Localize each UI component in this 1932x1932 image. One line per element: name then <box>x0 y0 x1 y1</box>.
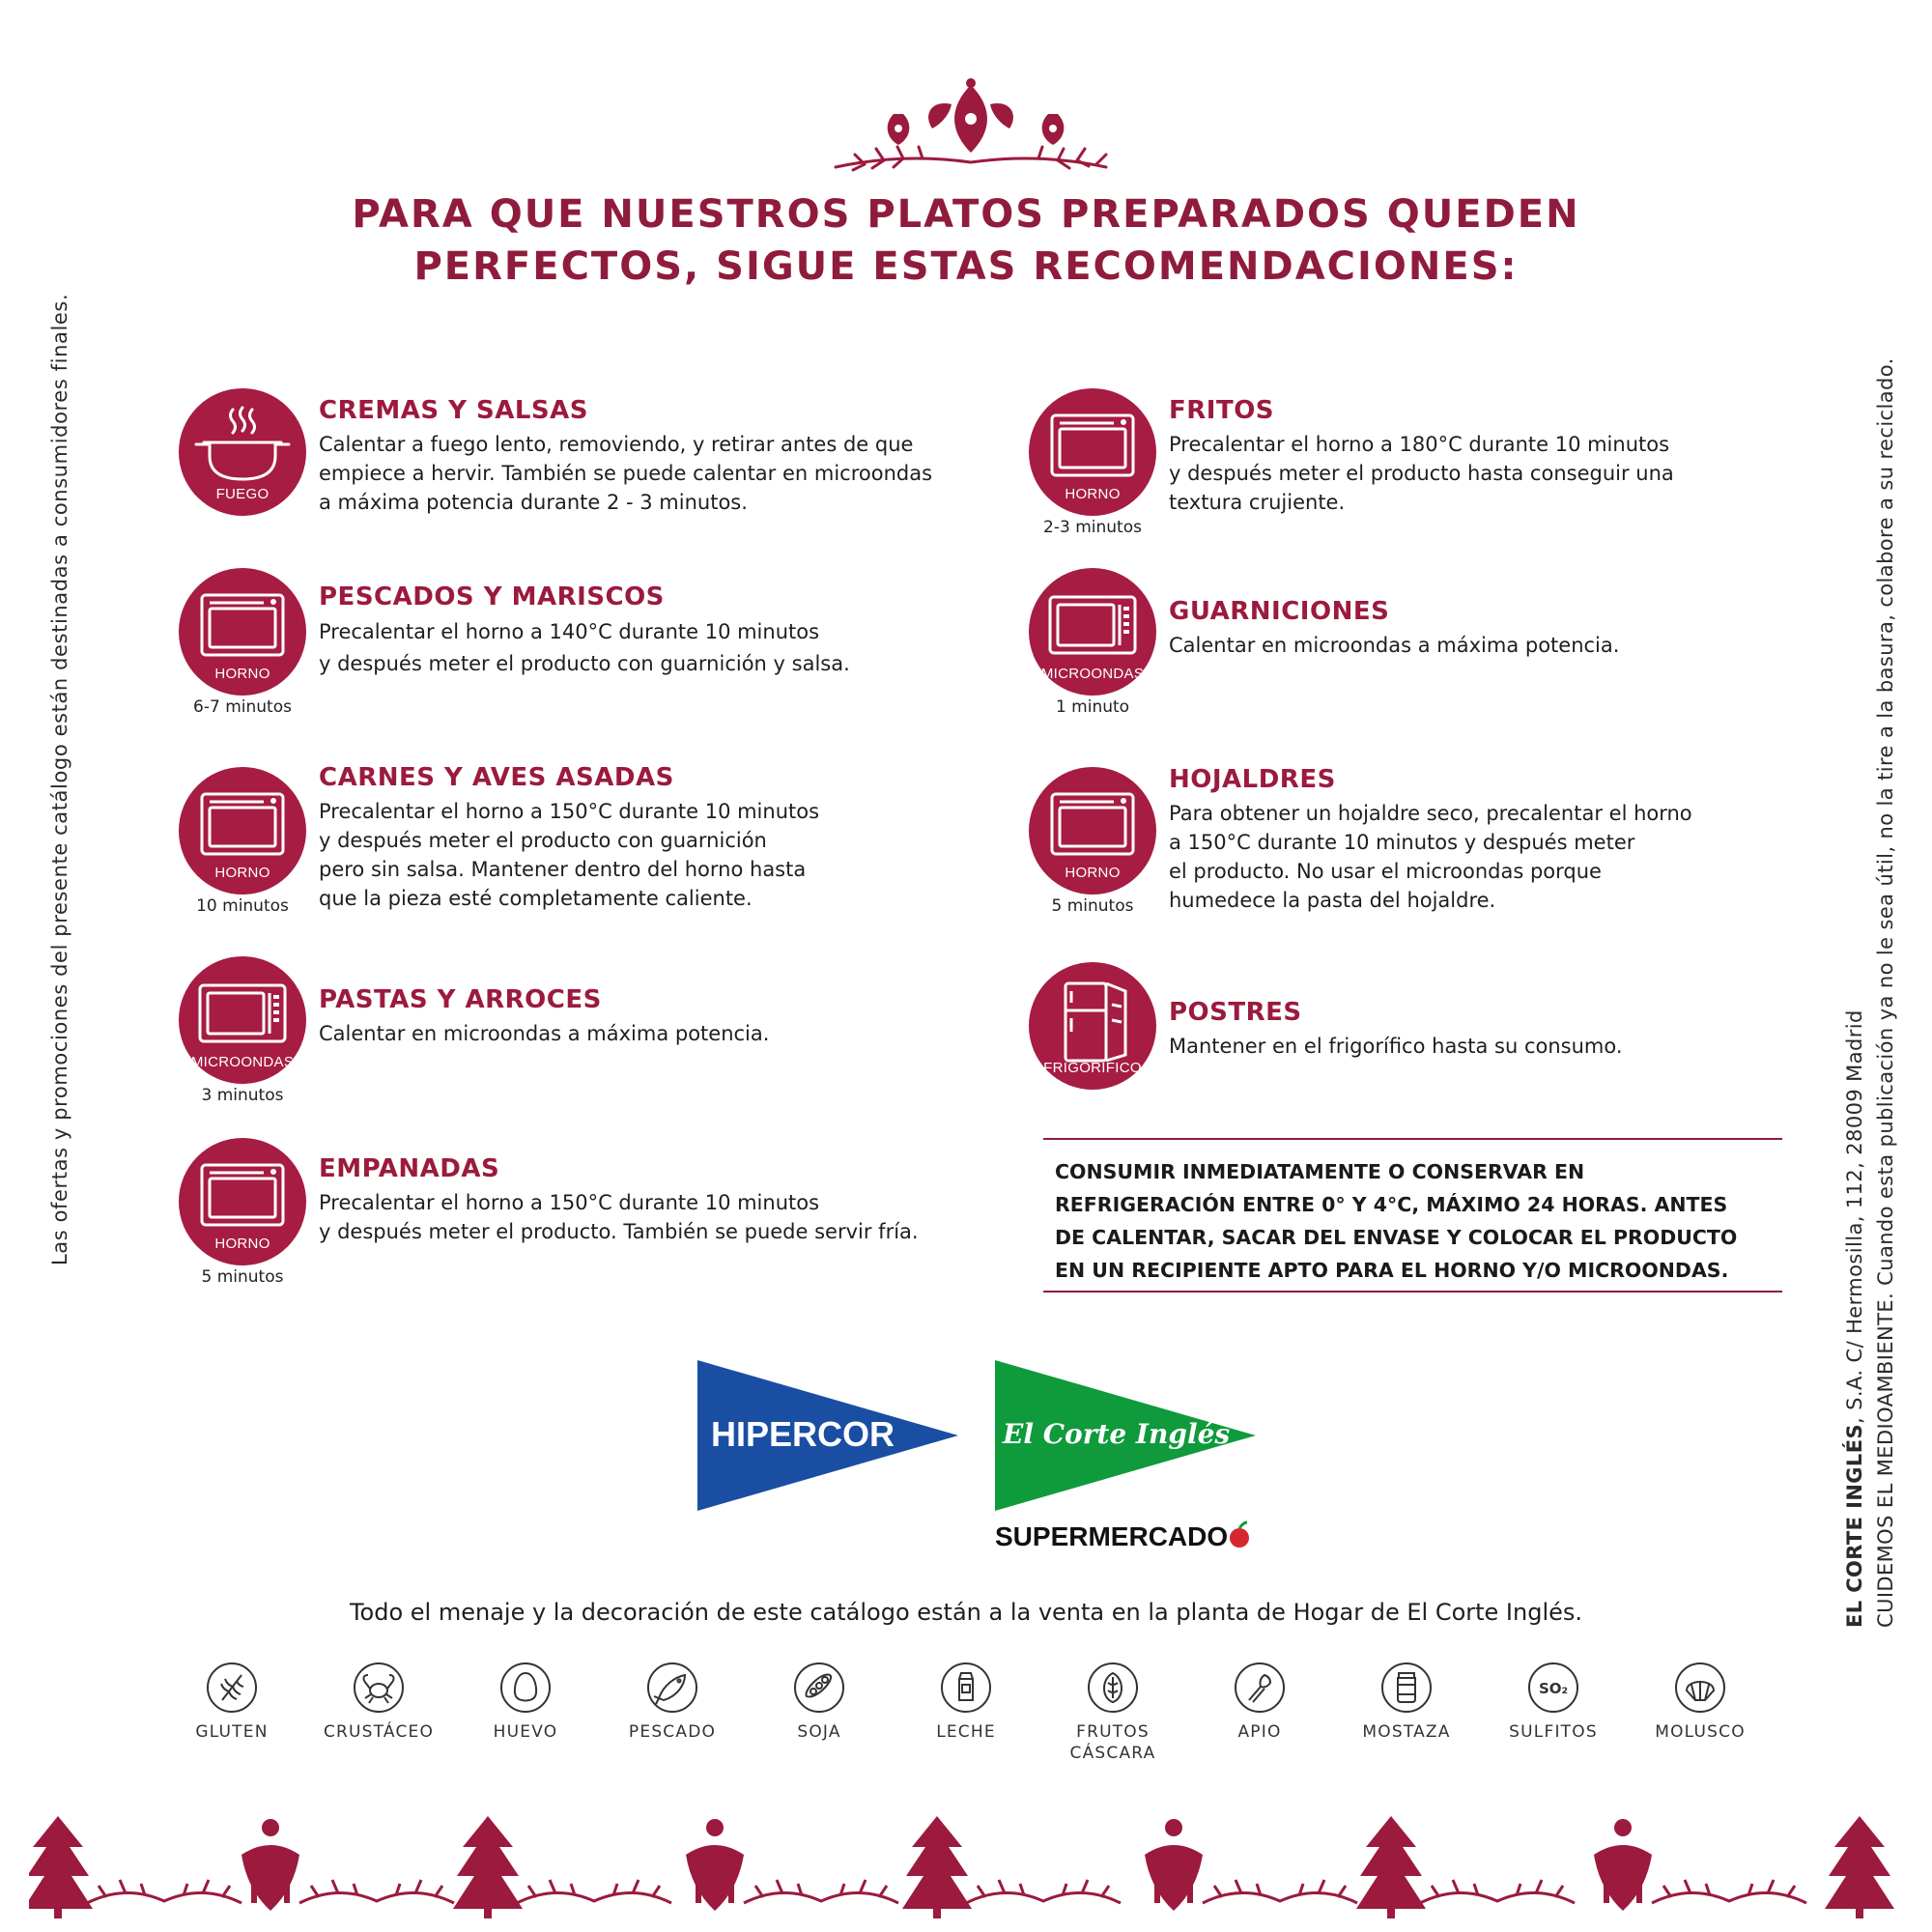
pastas-method-label: MICROONDAS <box>190 1054 295 1070</box>
postres-method-label: FRIGORÍFICO <box>1043 1060 1142 1076</box>
allergen-gluten-label: GLUTEN <box>195 1722 269 1742</box>
hojaldres-title: HOJALDRES <box>1169 765 1336 794</box>
pescados-description: Precalentar el horno a 140°C durante 10 minutos y después meter el producto con guarnición y salsa. <box>319 620 850 675</box>
allergen-sulfitos <box>1491 1662 1616 1743</box>
storage-notice <box>1043 1138 1782 1293</box>
pastas-time: 3 minutos <box>201 1086 284 1105</box>
egg-icon <box>499 1662 552 1714</box>
bottom-folk-ornament-band <box>29 1816 1903 1922</box>
page-title-line-1: PARA QUE NUESTROS PLATOS PREPARADOS QUEDEN <box>352 192 1580 237</box>
empanadas-time: 5 minutos <box>201 1267 284 1287</box>
postres-title: POSTRES <box>1169 998 1302 1027</box>
pescados-title: PESCADOS Y MARISCOS <box>319 582 665 611</box>
carnes-method-badge <box>179 767 306 895</box>
allergen-molusco <box>1637 1662 1763 1743</box>
allergen-frutos-cascara <box>1050 1662 1176 1764</box>
fish-icon <box>646 1662 698 1714</box>
allergen-soja-label: SOJA <box>797 1722 841 1742</box>
sulphite-symbol: SO₂ <box>1538 1680 1569 1697</box>
allergen-mostaza-label: MOSTAZA <box>1362 1722 1451 1742</box>
empanadas-description: Precalentar el horno a 150°C durante 10 minutos y después meter el producto. También se puede servir fría. <box>319 1191 919 1243</box>
consumer-disclaimer: Las ofertas y promociones del presente catálogo están destinadas a consumidores finales. <box>48 293 71 1265</box>
allergen-pescado <box>610 1662 735 1743</box>
guarniciones-method-label: MICROONDAS <box>1040 666 1145 682</box>
allergen-mostaza <box>1344 1662 1469 1743</box>
empanadas-title: EMPANADAS <box>319 1154 500 1183</box>
el-corte-ingles-logo <box>995 1360 1256 1511</box>
company-address-text: , S.A. C/ Hermosilla, 112, 28009 Madrid <box>1843 1009 1866 1424</box>
fritos-description: Precalentar el horno a 180°C durante 10 minutos y después meter el producto hasta conseguir una textura crujiente. <box>1169 433 1674 514</box>
allergen-crustaceo <box>316 1662 441 1743</box>
allergen-leche <box>903 1662 1029 1743</box>
storage-notice-text: CONSUMIR INMEDIATAMENTE O CONSERVAR EN REFRIGERACIÓN ENTRE 0° Y 4°C, MÁXIMO 24 HORAS. ANTES DE CALENTAR, SACAR DEL ENVASE Y COLOCAR EL PRODUCTO EN UN RECIPIENTE APTO PARA EL HORNO Y/O MICROONDAS. <box>1055 1160 1738 1282</box>
pescados-method-badge <box>179 568 306 696</box>
carnes-description: Precalentar el horno a 150°C durante 10 minutos y después meter el producto con guarnición pero sin salsa. Mantener dentro del horno hasta que la pieza esté completamente caliente. <box>319 800 820 910</box>
el-corte-ingles-logo-text: El Corte Inglés <box>1003 1418 1231 1450</box>
allergen-apio <box>1197 1662 1322 1743</box>
empanadas-method-badge <box>179 1138 306 1265</box>
allergen-apio-label: APIO <box>1237 1722 1282 1742</box>
company-address <box>1843 1009 1866 1628</box>
wheat-icon <box>206 1662 258 1714</box>
empanadas-method-label: HORNO <box>214 1236 270 1252</box>
hojaldres-description: Para obtener un hojaldre seco, precalentar el horno a 150°C durante 10 minutos y después meter el producto. No usar el microondas porque humedece la pasta del hojaldre. <box>1169 802 1692 912</box>
allergen-huevo <box>463 1662 588 1743</box>
page-title <box>290 188 1642 293</box>
company-name: EL CORTE INGLÉS <box>1843 1424 1866 1628</box>
apple-icon <box>1230 1528 1249 1548</box>
fritos-title: FRITOS <box>1169 396 1275 425</box>
hojaldres-time: 5 minutos <box>1051 896 1134 916</box>
allergen-soja <box>756 1662 882 1743</box>
celery-icon <box>1234 1662 1286 1714</box>
cremas-description: Calentar a fuego lento, removiendo, y retirar antes de que empiece a hervir. También se puede calentar en microondas a máxima potencia durante 2 - 3 minutos. <box>319 433 933 514</box>
soy-icon <box>793 1662 845 1714</box>
guarniciones-title: GUARNICIONES <box>1169 597 1390 626</box>
allergen-gluten <box>169 1662 295 1743</box>
fritos-method-label: HORNO <box>1065 486 1121 502</box>
allergen-frutos-cascara-label: FRUTOS CÁSCARA <box>1069 1722 1156 1763</box>
allergen-pescado-label: PESCADO <box>628 1722 717 1742</box>
hojaldres-method-badge <box>1029 767 1156 895</box>
supermercado-logo-text: SUPERMERCADO <box>995 1521 1229 1551</box>
fritos-method-badge <box>1029 388 1156 516</box>
hipercor-logo-text: HIPERCOR <box>711 1414 895 1454</box>
milk-icon <box>940 1662 992 1714</box>
mustard-icon <box>1380 1662 1433 1714</box>
page-title-line-2: PERFECTOS, SIGUE ESTAS RECOMENDACIONES: <box>413 244 1519 289</box>
recycling-note: CUIDEMOS EL MEDIOAMBIENTE. Cuando esta publicación ya no le sea útil, no la tire a la basura, colabore a su reciclado. <box>1874 357 1897 1628</box>
guarniciones-method-badge <box>1029 568 1156 696</box>
allergen-molusco-label: MOLUSCO <box>1655 1722 1746 1742</box>
crab-icon <box>353 1662 405 1714</box>
pastas-description: Calentar en microondas a máxima potencia. <box>319 1022 770 1045</box>
allergen-crustaceo-label: CRUSTÁCEO <box>323 1722 435 1742</box>
nut-icon <box>1087 1662 1139 1714</box>
cremas-method-badge <box>179 388 306 516</box>
pescados-time: 6-7 minutos <box>193 697 292 717</box>
pastas-method-badge <box>179 956 306 1084</box>
carnes-title: CARNES Y AVES ASADAS <box>319 763 674 792</box>
hojaldres-method-label: HORNO <box>1065 865 1121 881</box>
cremas-method-label: FUEGO <box>215 486 270 502</box>
top-floral-ornament <box>826 75 1116 182</box>
pescados-method-label: HORNO <box>214 666 270 682</box>
fritos-time: 2-3 minutos <box>1043 518 1142 537</box>
hipercor-logo <box>697 1360 958 1511</box>
guarniciones-time: 1 minuto <box>1055 697 1130 717</box>
postres-description: Mantener en el frigorífico hasta su consumo. <box>1169 1035 1623 1058</box>
pastas-title: PASTAS Y ARROCES <box>319 985 602 1014</box>
allergen-leche-label: LECHE <box>936 1722 996 1742</box>
shell-icon <box>1674 1662 1726 1714</box>
guarniciones-description: Calentar en microondas a máxima potencia. <box>1169 634 1620 657</box>
sulphite-icon <box>1527 1662 1579 1714</box>
footer-note: Todo el menaje y la decoración de este catálogo están a la venta en la planta de Hogar de El Corte Inglés. <box>349 1599 1583 1626</box>
postres-method-badge <box>1029 962 1156 1090</box>
cremas-title: CREMAS Y SALSAS <box>319 396 589 425</box>
supermercado-logo <box>995 1517 1256 1555</box>
allergen-sulfitos-label: SULFITOS <box>1509 1722 1598 1742</box>
carnes-method-label: HORNO <box>214 865 270 881</box>
allergen-huevo-label: HUEVO <box>493 1722 558 1742</box>
carnes-time: 10 minutos <box>196 896 289 916</box>
